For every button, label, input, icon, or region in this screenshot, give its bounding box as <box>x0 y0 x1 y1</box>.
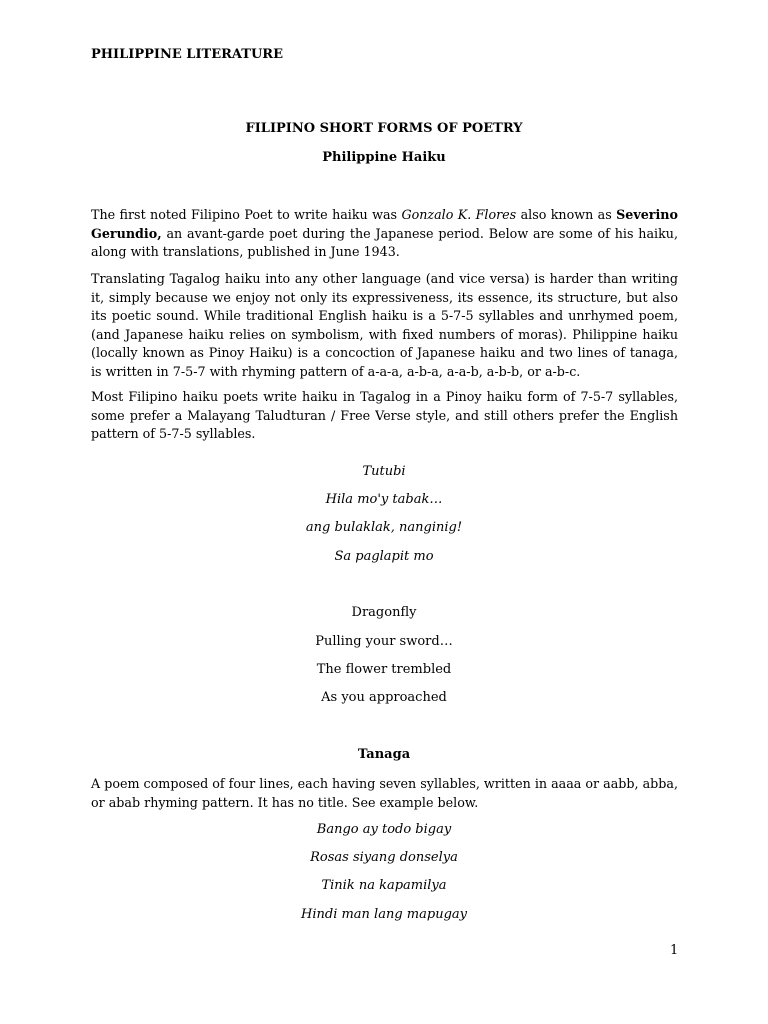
intro-text-3: an avant-garde poet during the Japanese period. Below are some of his haiku, along with translations, published in June 1943. <box>91 225 678 259</box>
page-number: 1 <box>670 943 679 958</box>
tanaga-description: A poem composed of four lines, each having seven syllables, written in aaaa or aabb, abba, or abab rhyming pattern. It has no title. See example below. <box>91 776 678 810</box>
intro-paragraph <box>91 206 678 262</box>
poet-pseudonym: Severino Gerundio, <box>91 207 678 241</box>
forms-paragraph: Most Filipino haiku poets write haiku in Tagalog in a Pinoy haiku form of 7-5-7 syllables, some prefer a Malayang Taludturan / Free Verse style, and still others prefer the English pattern of 5-7-5 syllables. <box>91 389 678 441</box>
haiku-english-line: Pulling your sword… <box>315 634 453 649</box>
haiku-tagalog-line: Hila mo'y tabak… <box>325 492 443 507</box>
haiku-english-line: Dragonfly <box>351 605 417 620</box>
tanaga-line: Hindi man lang mapugay <box>301 907 467 922</box>
haiku-english-line: The flower trembled <box>316 662 452 677</box>
translation-paragraph: Translating Tagalog haiku into any other language (and vice versa) is harder than writing it, simply because we enjoy not only its expressiveness, its essence, its structure, but also its poetic sound. While traditional English haiku is a 5-7-5 syllables and unrhymed poem, (and Japanese haiku relies on symbolism, with fixed numbers of moras). Philippine haiku (locally known as Pinoy Haiku) is a concoction of Japanese haiku and two lines of tanaga, is written in 7-5-7 with rhyming pattern of a-a-a, a-b-a, a-a-b, a-b-b, or a-b-c. <box>91 271 678 379</box>
section-title-tanaga: Tanaga <box>357 747 411 762</box>
haiku-english-line: As you approached <box>321 690 447 705</box>
page-header: PHILIPPINE LITERATURE <box>91 47 284 62</box>
poet-name: Gonzalo K. Flores <box>401 207 517 222</box>
intro-text-2: also known as <box>516 207 617 222</box>
haiku-tagalog-line: ang bulaklak, nanginig! <box>305 520 463 535</box>
tanaga-line: Tinik na kapamilya <box>321 878 447 893</box>
document-title: FILIPINO SHORT FORMS OF POETRY <box>245 121 523 136</box>
haiku-tagalog-line: Tutubi <box>362 464 406 479</box>
intro-text-1: The first noted Filipino Poet to write haiku was <box>91 207 402 222</box>
tanaga-line: Rosas siyang donselya <box>310 850 458 865</box>
section-title-haiku: Philippine Haiku <box>322 150 446 165</box>
haiku-tagalog-line: Sa paglapit mo <box>334 549 434 564</box>
tanaga-line: Bango ay todo bigay <box>316 822 452 837</box>
